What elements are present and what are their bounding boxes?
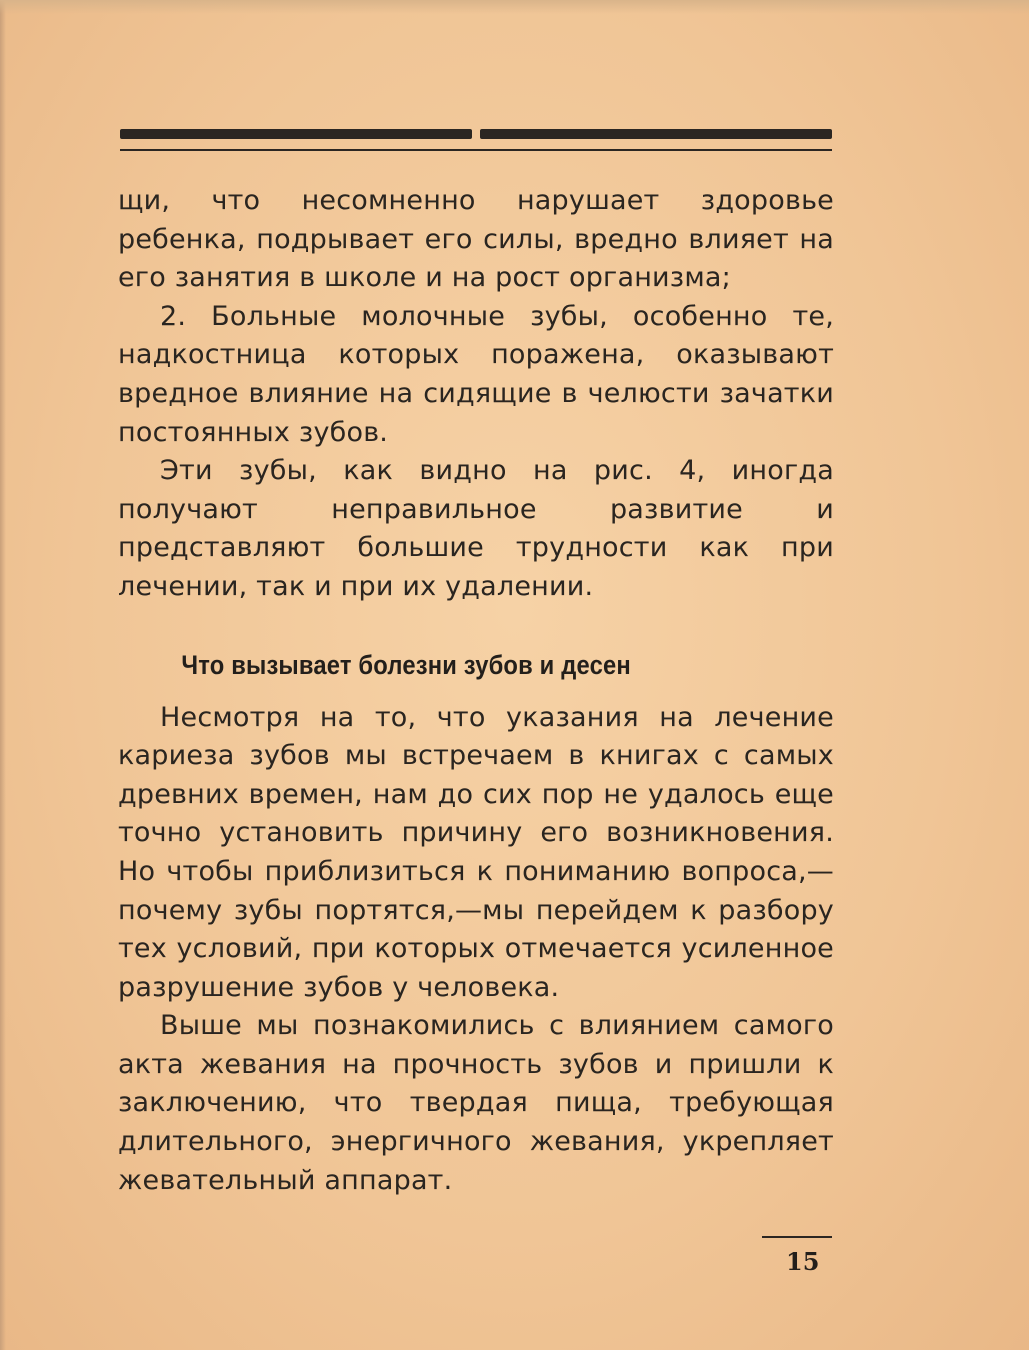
header-rule-thick [120, 129, 832, 139]
header-rule-segment-left [120, 129, 472, 139]
paragraph-point-2: 2. Больные молочные зубы, особенно те, надкостница которых поражена, оказывают вредное влияние на сидящие в челюсти зачатки постоянных зубов. [118, 300, 834, 448]
page-body [118, 182, 834, 1200]
header-rule-thin [120, 149, 832, 151]
paragraph-caries-causes: Несмотря на то, что указания на лечение кариеза зубов мы встречаем в книгах с самых древних времен, нам до сих пор не удалось еще точно установить причину его возникновения. Но чтобы приблизиться к пониманию вопроса,— почему зубы портятся,—мы перейдем к разбору тех условий, при которых отмечается усиленное разрушение зубов у человека. [118, 701, 834, 1003]
header-rule-segment-right [480, 129, 832, 139]
paragraph-figure-reference: Эти зубы, как видно на рис. 4, иногда получают неправильное развитие и представляют большие трудности как при лечении, так и при их удалении. [118, 455, 834, 602]
paragraph-continuation: щи, что несомненно нарушает здоровье ребенка, подрывает его силы, вредно влияет на его занятия в школе и на рост организма; [118, 185, 834, 294]
paragraph-chewing: Выше мы познакомились с влиянием самого акта жевания на прочность зубов и пришли к заключению, что твердая пища, требующая длительного, энергичного жевания, укрепляет жевательный аппарат. [118, 1010, 834, 1196]
section-heading: Что вызывает болезни зубов и десен [181, 649, 631, 680]
footer-rule [762, 1236, 832, 1238]
page-number: 15 [786, 1247, 820, 1276]
